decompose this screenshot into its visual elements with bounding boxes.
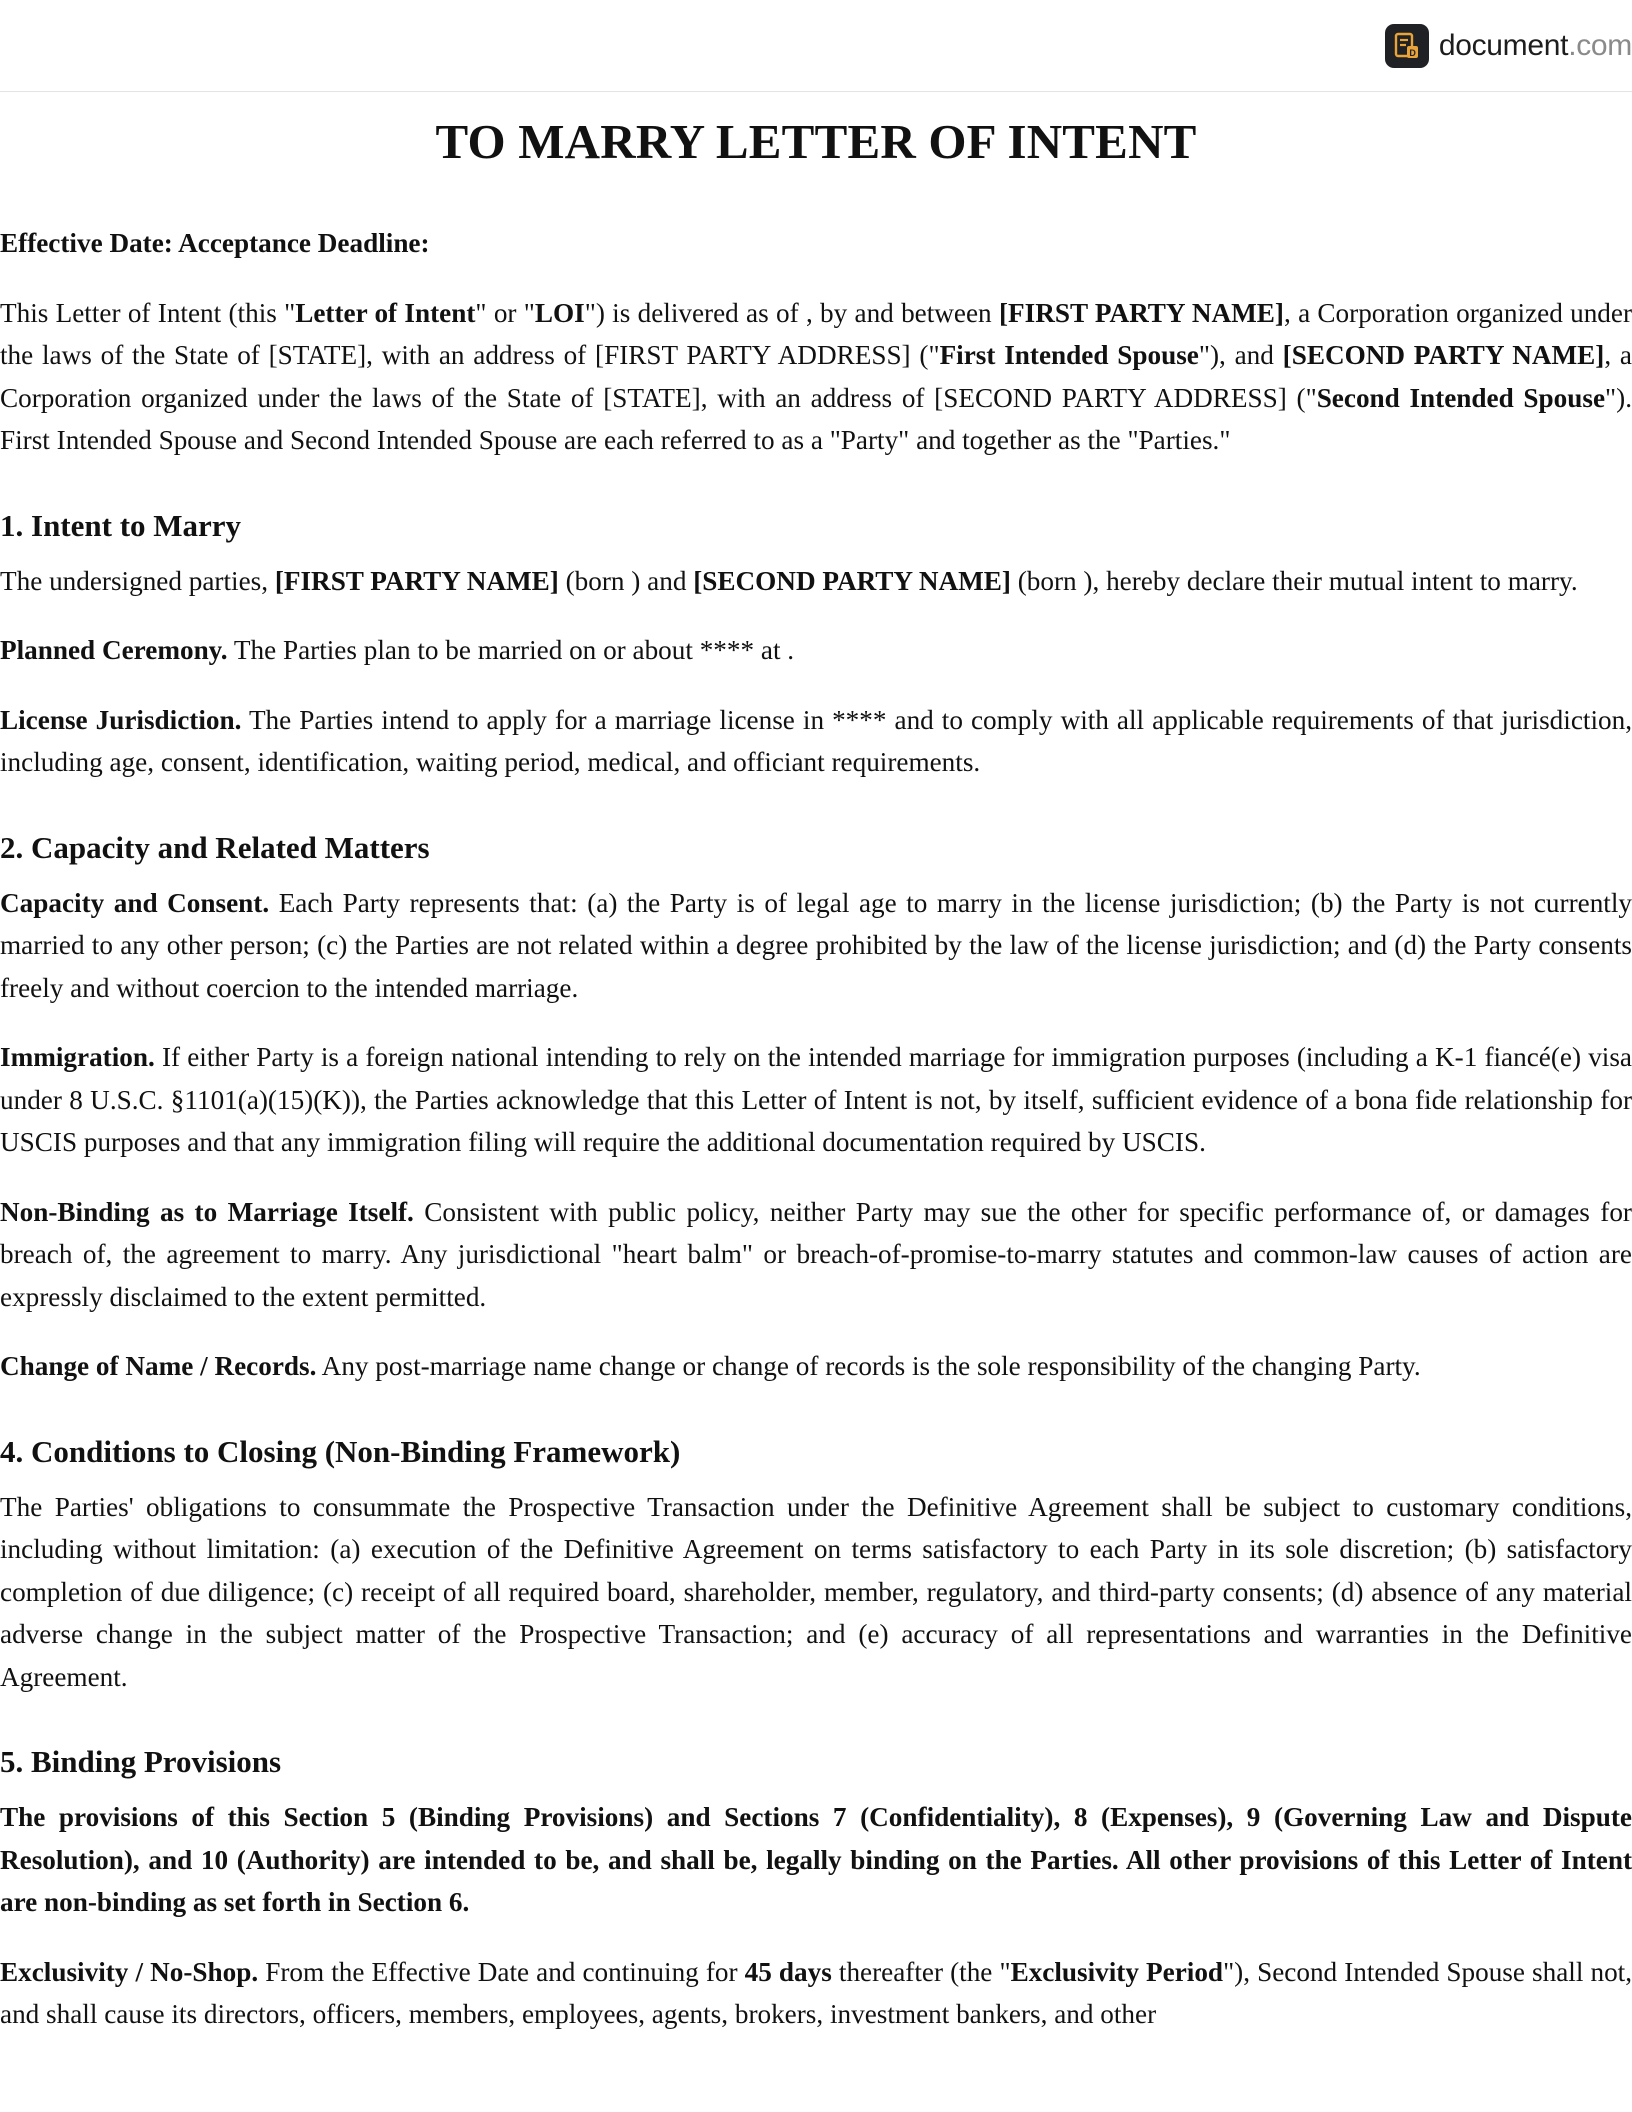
- section-4-heading: 4. Conditions to Closing (Non-Binding Framework): [0, 1433, 681, 1469]
- change-of-name-paragraph: Change of Name / Records. Any post-marriage name change or change of records is the sole responsibility of the changing Party.: [0, 1351, 1421, 1381]
- immigration-paragraph: Immigration. If either Party is a foreign national intending to rely on the intended marriage for immigration purposes (including a K-1 fiancé(e) visa under 8 U.S.C. §1101(a)(15)(K)), the Parties acknowledge that this Letter of Intent is not, by itself, sufficient evidence of a bona fide relationship for USCIS purposes and that any immigration filing will require the additional documentation required by USCIS.: [0, 1042, 1632, 1157]
- intro-paragraph: This Letter of Intent (this "Letter of Intent" or "LOI") is delivered as of , by and between [FIRST PARTY NAME], a Corporation organized under the laws of the State of [STATE], with an address of [FIRST PARTY ADDRESS] ("First Intended Spouse"), and [SECOND PARTY NAME], a Corporation organized under the laws of the State of [STATE], with an address of [SECOND PARTY ADDRESS] ("Second Intended Spouse"). First Intended Spouse and Second Intended Spouse are each referred to as a "Party" and together as the "Parties.": [0, 297, 1632, 455]
- document-body: [0, 92, 1632, 2036]
- planned-ceremony-paragraph: Planned Ceremony. The Parties plan to be married on or about **** at .: [0, 635, 795, 665]
- conditions-paragraph: The Parties' obligations to consummate the Prospective Transaction under the Definitive Agreement shall be subject to customary conditions, including without limitation: (a) execution of the Definitive Agreement on terms satisfactory to each Party in its sole discretion; (b) satisfactory completion of due diligence; (c) receipt of all required board, shareholder, member, regulatory, and third-party consents; (d) absence of any material adverse change in the subject matter of the Prospective Transaction; and (e) accuracy of all representations and warranties in the Definitive Agreement.: [0, 1491, 1632, 1692]
- section-1-heading: 1. Intent to Marry: [0, 507, 242, 543]
- header-bar: [0, 0, 1632, 92]
- brand-name: document: [1438, 29, 1569, 62]
- section-1-paragraph: The undersigned parties, [FIRST PARTY NAME] (born ) and [SECOND PARTY NAME] (born ), hereby declare their mutual intent to marry.: [0, 565, 1578, 596]
- capacity-consent-paragraph: Capacity and Consent. Each Party represents that: (a) the Party is of legal age to marry in the license jurisdiction; (b) the Party is not currently married to any other person; (c) the Parties are not related within a degree prohibited by the law of the license jurisdiction; and (d) the Party consents freely and without coercion to the intended marriage.: [0, 887, 1632, 1003]
- non-binding-paragraph: Non-Binding as to Marriage Itself. Consistent with public policy, neither Party may sue the other for specific performance of, or damages for breach of, the agreement to marry. Any jurisdictional "heart balm" or breach-of-promise-to-marry statutes and common-law causes of action are expressly disclaimed to the extent permitted.: [0, 1196, 1632, 1312]
- document-title: TO MARRY LETTER OF INTENT: [435, 114, 1197, 169]
- brand-logo[interactable]: [1385, 24, 1632, 68]
- effective-date-line: Effective Date: Acceptance Deadline:: [0, 228, 430, 258]
- exclusivity-paragraph: Exclusivity / No-Shop. From the Effective Date and continuing for 45 days thereafter (the "Exclusivity Period"), Second Intended Spouse shall not, and shall cause its directors, officers, members, employees, agents, brokers, investment bankers, and other: [0, 1956, 1632, 2029]
- svg-text:D: D: [1409, 48, 1416, 58]
- section-5-heading: 5. Binding Provisions: [0, 1744, 282, 1779]
- license-jurisdiction-paragraph: License Jurisdiction. The Parties intend to apply for a marriage license in **** and to comply with all applicable requirements of that jurisdiction, including age, consent, identification, waiting period, medical, and officiant requirements.: [0, 704, 1632, 777]
- binding-provisions-paragraph: The provisions of this Section 5 (Binding Provisions) and Sections 7 (Confidentiality), 8 (Expenses), 9 (Governing Law and Dispute Resolution), and 10 (Authority) are intended to be, and shall be, legally binding on the Parties. All other provisions of this Letter of Intent are non-binding as set forth in Section 6.: [0, 1802, 1632, 1917]
- brand-tld: .com: [1568, 29, 1632, 62]
- section-2-heading: 2. Capacity and Related Matters: [0, 829, 430, 865]
- document-logo-icon: [1385, 24, 1429, 68]
